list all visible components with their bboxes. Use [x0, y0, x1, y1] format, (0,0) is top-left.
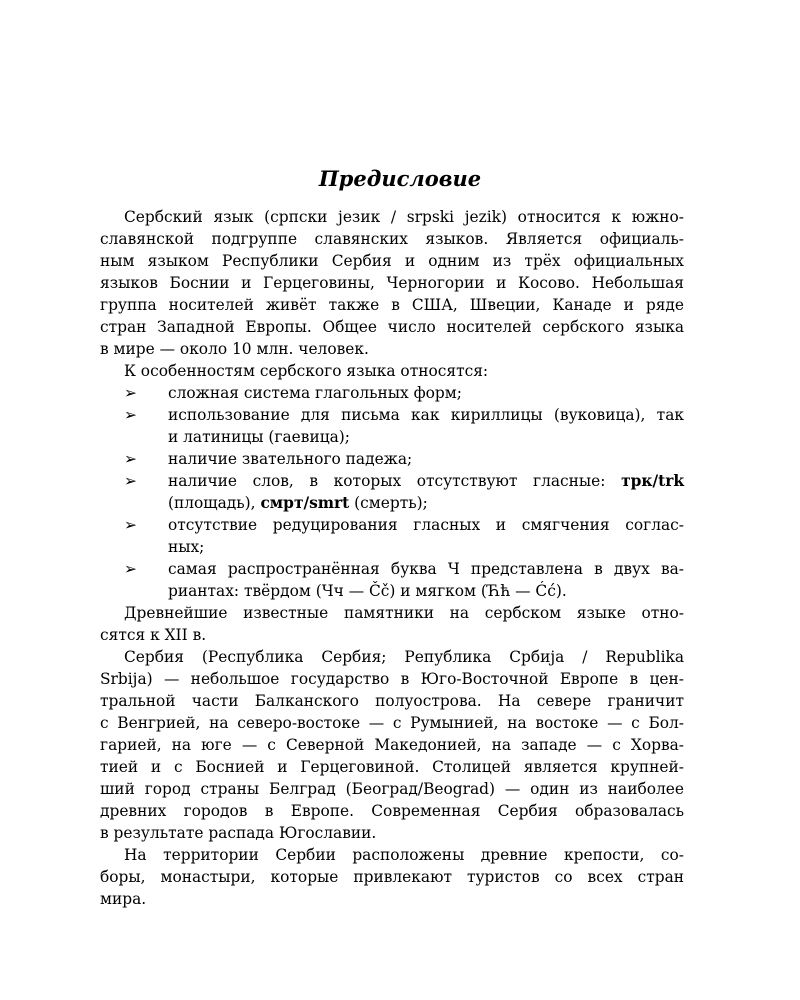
text-line: в мире — около 10 млн. человек.: [100, 340, 369, 358]
list-item-text: (площадь), смрт/smrt (смерть);: [168, 494, 428, 512]
features-intro: К особенностям сербского языка относятся:: [124, 362, 489, 380]
document-body: [100, 206, 684, 910]
arrow-bullet-icon: ➢: [124, 384, 137, 402]
list-item: [124, 448, 684, 470]
list-item: [124, 514, 684, 558]
list-item-text: использование для письма как кириллицы (вуковица), так: [168, 406, 684, 424]
text-line: группа носителей живёт также в США, Швеции, Канаде и ряде: [100, 296, 684, 314]
list-item: [124, 470, 684, 514]
list-item: [124, 558, 684, 602]
list-item-text: наличие звательного падежа;: [168, 450, 413, 468]
list-item-text: наличие слов, в которых отсутствуют гласные: трк/trk: [168, 472, 684, 490]
text-line: гарией, на юге — с Северной Македонией, на западе — с Хорва-: [100, 736, 684, 754]
text-line: стран Западной Европы. Общее число носителей сербского языка: [100, 318, 684, 336]
arrow-bullet-icon: ➢: [124, 516, 137, 534]
list-item-text: риантах: твёрдом (Чч — Čč) и мягком (Ћћ — Ćć).: [168, 582, 567, 600]
text-line: сятся к XII в.: [100, 626, 207, 644]
text-line: мира.: [100, 890, 147, 908]
paragraph-serbia: [100, 646, 684, 844]
text-line: с Венгрией, на северо-востоке — с Румынией, на востоке — с Бол-: [100, 714, 684, 732]
paragraph-intro: [100, 206, 684, 360]
paragraph-tourism: [100, 844, 684, 910]
text-line: тией и с Боснией и Герцеговиной. Столицей является крупней-: [100, 758, 684, 776]
example-word: трк/trk: [621, 472, 684, 490]
text-line: Древнейшие известные памятники на сербском языке отно-: [124, 604, 684, 622]
page-title: Предисловие: [318, 166, 482, 191]
features-list: [124, 382, 684, 602]
arrow-bullet-icon: ➢: [124, 472, 137, 490]
text-line: ший город страны Белград (Београд/Beograd) — один из наиболее: [100, 780, 684, 798]
list-item-text: и латиницы (гаевица);: [168, 428, 350, 446]
text-line: древних городов в Европе. Современная Сербия образовалась: [100, 802, 684, 820]
text-line: языков Боснии и Герцеговины, Черногории и Косово. Небольшая: [100, 274, 684, 292]
text-line: На территории Сербии расположены древние крепости, со-: [124, 846, 684, 864]
text-line: ным языком Республики Сербия и одним из трёх официальных: [100, 252, 684, 270]
arrow-bullet-icon: ➢: [124, 406, 137, 424]
text-line: Сербия (Республика Сербия; Република Србија / Republika: [124, 648, 684, 666]
text-line: славянской подгруппе славянских языков. Является официаль-: [100, 230, 684, 248]
arrow-bullet-icon: ➢: [124, 450, 137, 468]
text-line: боры, монастыри, которые привлекают туристов со всех стран: [100, 868, 684, 886]
text-line: Сербский язык (српски језик / srpski jezik) относится к южно-: [124, 208, 684, 226]
text-line: в результате распада Югославии.: [100, 824, 377, 842]
arrow-bullet-icon: ➢: [124, 560, 137, 578]
list-item: [124, 382, 684, 404]
text-line: Srbija) — небольшое государство в Юго-Восточной Европе в цен-: [100, 670, 684, 688]
text-line: тральной части Балканского полуострова. На севере граничит: [100, 692, 684, 710]
list-item: [124, 404, 684, 448]
paragraph-monuments: [100, 602, 684, 646]
list-item-text: ных;: [168, 538, 205, 556]
list-item-text: самая распространённая буква Ч представлена в двух ва-: [168, 560, 684, 578]
list-item-text: сложная система глагольных форм;: [168, 384, 462, 402]
example-word: смрт/smrt: [260, 494, 350, 512]
list-item-text: отсутствие редуцирования гласных и смягчения соглас-: [168, 516, 684, 534]
